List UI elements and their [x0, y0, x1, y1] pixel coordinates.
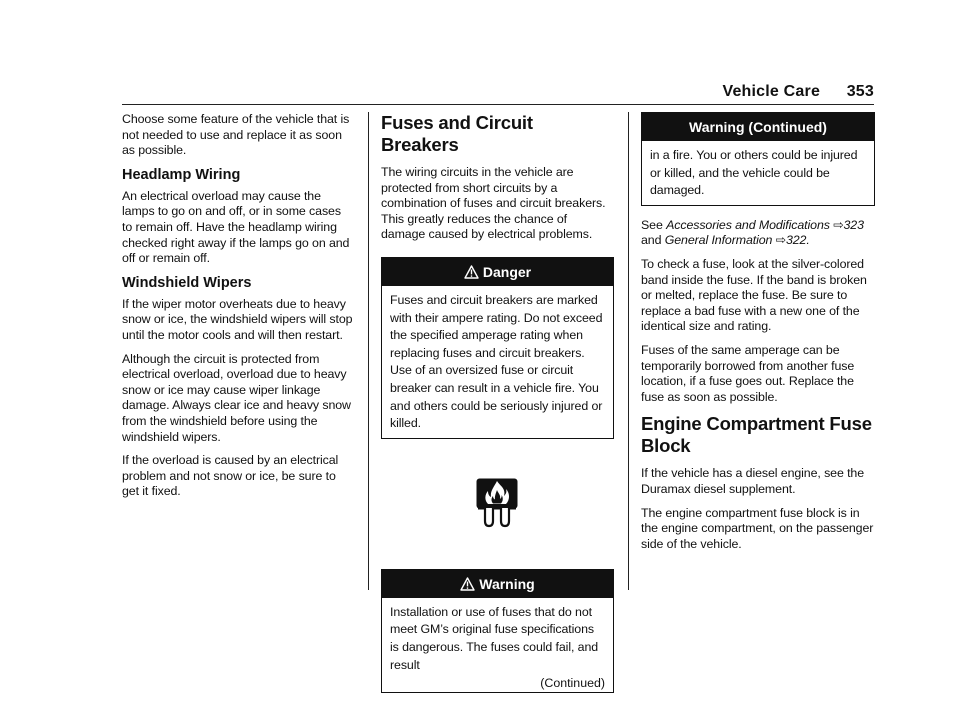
- headlamp-wiring-paragraph: An electrical overload may cause the lamps to go on and off, or in some cases to remain off. Have the headlamp wiring checked right away if the lamps go on and off or remain off.: [122, 188, 350, 266]
- fuse-illustration: [381, 463, 614, 559]
- headlamp-wiring-heading: Headlamp Wiring: [122, 166, 241, 183]
- column-divider: [628, 112, 629, 590]
- running-head: [722, 83, 874, 101]
- engine-paragraph-2: The engine compartment fuse block is in the engine compartment, on the passenger side of the vehicle.: [641, 505, 874, 551]
- fuse-amperage-paragraph: Fuses of the same amperage can be temporarily borrowed from another fuse location, if a fuse goes out. Replace the fuse as soon as possible.: [641, 342, 855, 404]
- column-3: [641, 112, 875, 560]
- see-references-paragraph: [641, 218, 875, 249]
- ref-and: and: [641, 233, 662, 248]
- column-1: [122, 112, 354, 508]
- warning-title: Warning: [479, 575, 535, 592]
- fuses-paragraph: The wiring circuits in the vehicle are protected from short circuits by a combination of fuses and circuit breakers. This greatly reduces the chance of damage caused by electrical problems.: [381, 165, 606, 242]
- page-ref-arrow-icon: ⇨: [775, 233, 786, 248]
- ref-accessories-page[interactable]: 323: [843, 217, 864, 232]
- ref-general-info-page[interactable]: 322.: [785, 233, 810, 248]
- check-fuse-paragraph: To check a fuse, look at the silver-colored band inside the fuse. If the band is broken or melted, replace the fuse. Be sure to replace a bad fuse with a new one of the identical size and rating.: [641, 256, 867, 334]
- wipers-paragraph-1: If the wiper motor overheats due to heavy snow or ice, the windshield wipers will stop until the motor cools and will then restart.: [122, 296, 353, 342]
- danger-box: [381, 257, 614, 439]
- danger-box-header: [382, 258, 613, 286]
- fuse-fire-icon: [475, 477, 519, 529]
- alert-triangle-icon: [460, 577, 475, 591]
- column-2: [381, 112, 614, 701]
- danger-text: Fuses and circuit breakers are marked with their ampere rating. Do not exceed the specified amperage rating when replacing fuses and circuit breakers. Use of an oversized fuse or circuit breaker can result in a vehicle fire. You and others could be seriously injured or killed.: [390, 292, 603, 431]
- warning-text: Installation or use of fuses that do not meet GM’s original fuse specifications is dangerous. The fuses could fail, and result: [390, 604, 599, 672]
- windshield-wipers-heading: Windshield Wipers: [122, 274, 252, 291]
- intro-paragraph: Choose some feature of the vehicle that is not needed to use and replace it as soon as possible.: [122, 112, 350, 158]
- ref-accessories-link[interactable]: Accessories and Modifications: [666, 217, 830, 232]
- wipers-paragraph-2: Although the circuit is protected from electrical overload, overload due to heavy snow or ice may cause wiper linkage damage. Always clear ice and heavy snow from the windshield before using the windshield wipers.: [122, 351, 351, 444]
- fuses-heading: Fuses and Circuit Breakers: [381, 112, 533, 155]
- alert-triangle-icon: [464, 265, 479, 279]
- page-number: 353: [846, 83, 874, 100]
- warning-box-header: [382, 570, 613, 598]
- header-rule: [122, 104, 874, 105]
- danger-title: Danger: [482, 263, 532, 280]
- warning-continued-header: Warning (Continued): [642, 113, 874, 141]
- warning-box: [381, 569, 614, 693]
- see-prefix: See: [641, 217, 663, 232]
- warning-continued-text: in a fire. You or others could be injured or killed, and the vehicle could be damaged.: [650, 148, 858, 198]
- engine-fuse-block-heading: Engine Compartment Fuse Block: [641, 413, 872, 457]
- continued-label: (Continued): [540, 676, 605, 691]
- wipers-paragraph-3: If the overload is caused by an electrical problem and not snow or ice, be sure to get it fixed.: [122, 453, 339, 499]
- page-ref-arrow-icon: ⇨: [833, 217, 844, 232]
- section-title: Vehicle Care: [722, 83, 821, 100]
- column-divider: [368, 112, 369, 590]
- warning-continued-box: [641, 112, 875, 206]
- ref-general-info-link[interactable]: General Information: [664, 233, 773, 248]
- engine-paragraph-1: If the vehicle has a diesel engine, see the Duramax diesel supplement.: [641, 466, 865, 496]
